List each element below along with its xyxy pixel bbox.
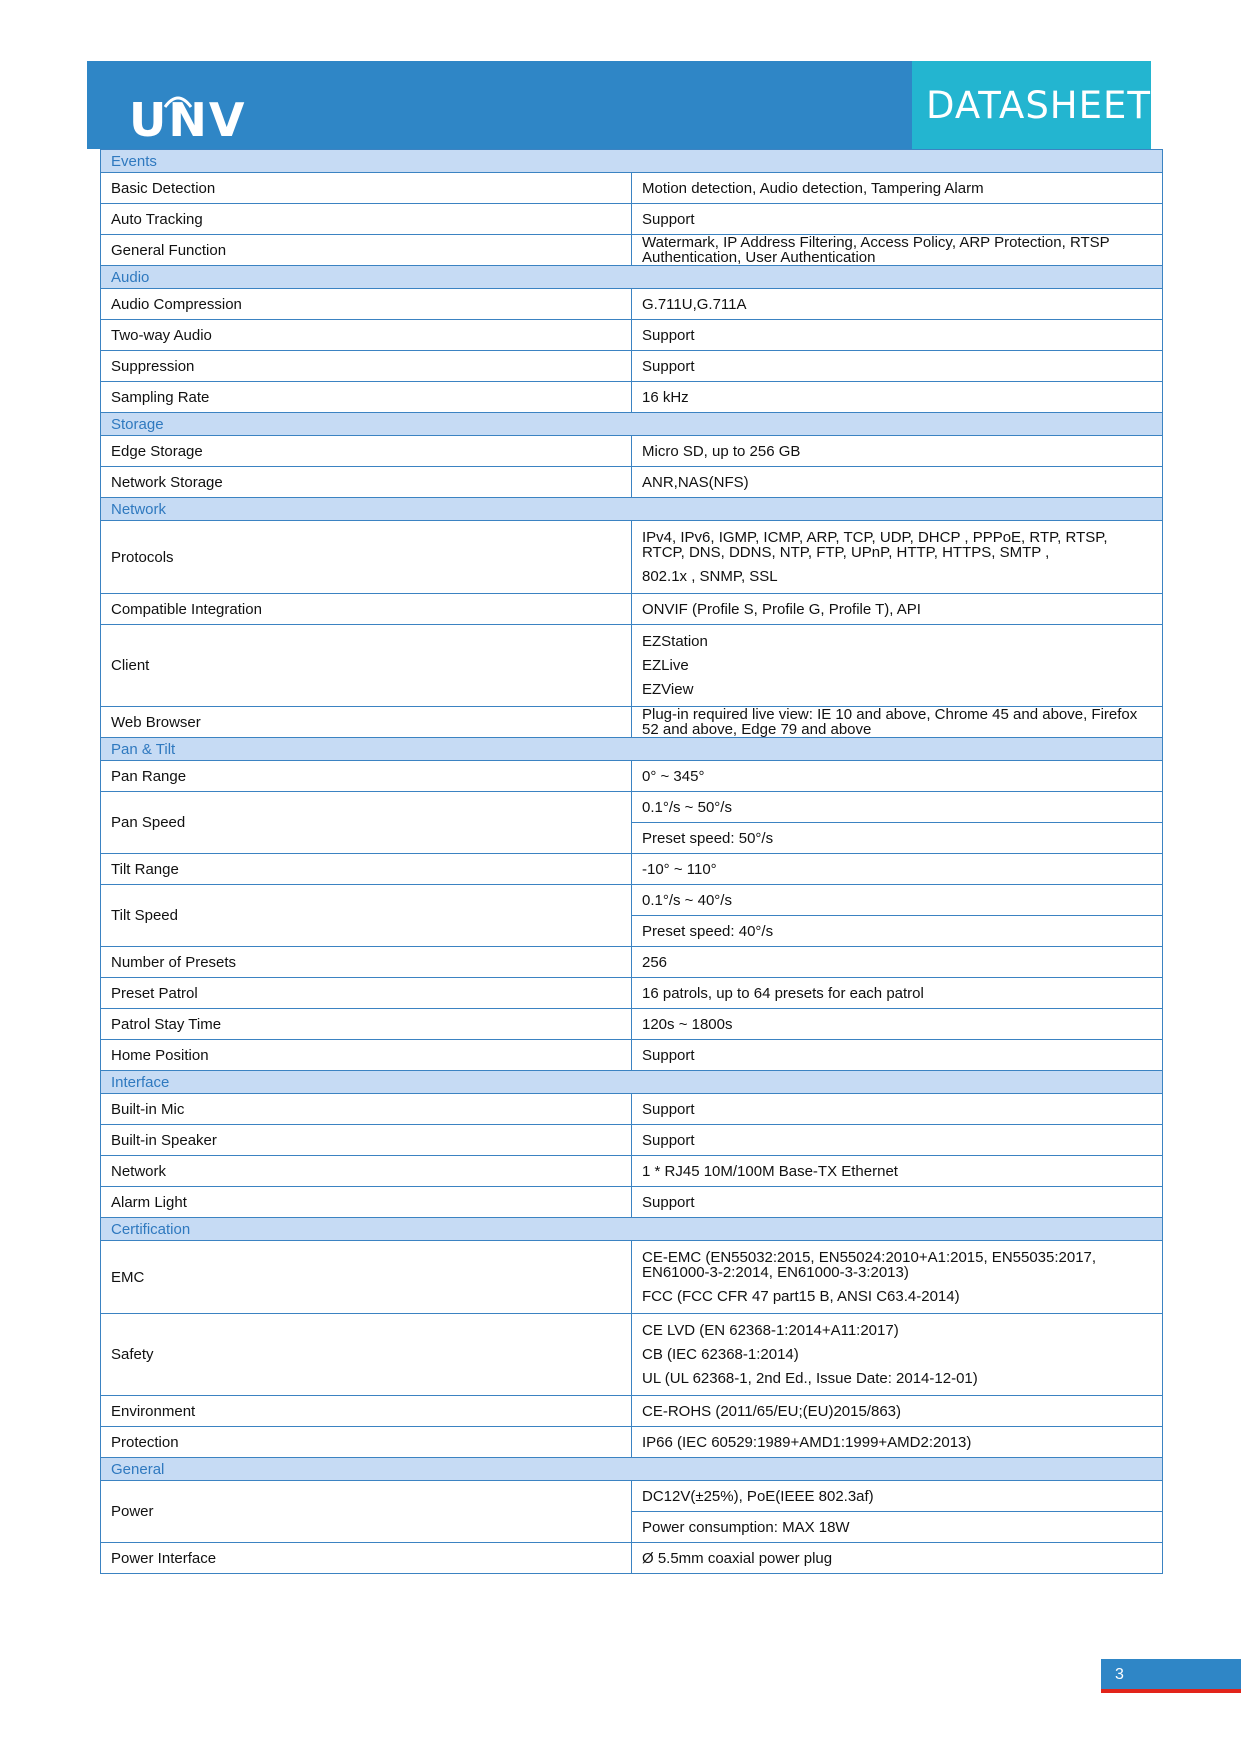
section-title: Network: [101, 498, 1163, 521]
spec-value-line: Micro SD, up to 256 GB: [642, 442, 801, 460]
spec-value-line: Preset speed: 40°/s: [642, 922, 774, 940]
spec-value: [632, 1009, 1163, 1040]
spec-label: General Function: [101, 235, 632, 266]
spec-row: [101, 854, 1163, 885]
spec-value-line: CB (IEC 62368-1:2014): [642, 1346, 799, 1363]
spec-label: Power Interface: [101, 1543, 632, 1574]
spec-row: [101, 885, 1163, 916]
spec-value-line: Plug-in required live view: IE 10 and above, Chrome 45 and above, Firefox 52 and above, Edge 79 and above: [642, 706, 1138, 738]
spec-label: Home Position: [101, 1040, 632, 1071]
spec-value-line: FCC (FCC CFR 47 part15 B, ANSI C63.4-2014): [642, 1288, 960, 1305]
spec-row: [101, 173, 1163, 204]
spec-value-line: IPv4, IPv6, IGMP, ICMP, ARP, TCP, UDP, DHCP , PPPoE, RTP, RTSP, RTCP, DNS, DDNS, NTP, FTP, UPnP, HTTP, HTTPS, SMTP ,: [642, 529, 1108, 561]
spec-label: Client: [101, 625, 632, 707]
spec-value-line: ONVIF (Profile S, Profile G, Profile T), API: [642, 600, 921, 618]
spec-value-line: 0.1°/s ~ 50°/s: [642, 798, 732, 816]
spec-value: [632, 173, 1163, 204]
spec-value-line: CE-ROHS (2011/65/EU;(EU)2015/863): [642, 1402, 901, 1420]
spec-value-line: 0° ~ 345°: [642, 767, 705, 785]
spec-row: [101, 1481, 1163, 1512]
spec-value: [632, 521, 1163, 594]
spec-label: Tilt Speed: [101, 885, 632, 947]
spec-value-line: Support: [642, 210, 695, 228]
unv-logo: [107, 77, 247, 147]
spec-value: [632, 594, 1163, 625]
spec-row: [101, 1314, 1163, 1396]
spec-label: Suppression: [101, 351, 632, 382]
spec-label: Preset Patrol: [101, 978, 632, 1009]
spec-row: [101, 947, 1163, 978]
spec-row: [101, 521, 1163, 594]
spec-label: Two-way Audio: [101, 320, 632, 351]
spec-value: [632, 1543, 1163, 1574]
spec-row: [101, 204, 1163, 235]
spec-sub-value: [632, 823, 1163, 854]
spec-value: [632, 1241, 1163, 1314]
datasheet-label: DATASHEET: [926, 84, 1151, 127]
section-header: [101, 1071, 1163, 1094]
spec-row: [101, 235, 1163, 266]
spec-row: [101, 436, 1163, 467]
spec-value-line: -10° ~ 110°: [642, 860, 717, 878]
spec-value: [632, 761, 1163, 792]
spec-value-line: EZLive: [642, 657, 689, 674]
spec-row: [101, 467, 1163, 498]
section-header: [101, 738, 1163, 761]
spec-label: Audio Compression: [101, 289, 632, 320]
spec-value: [632, 289, 1163, 320]
spec-row: [101, 289, 1163, 320]
section-header: [101, 1218, 1163, 1241]
spec-value: [632, 625, 1163, 707]
section-title: Storage: [101, 413, 1163, 436]
spec-value: [632, 320, 1163, 351]
page-number: 3: [1115, 1666, 1124, 1683]
spec-row: [101, 320, 1163, 351]
spec-row: [101, 761, 1163, 792]
spec-row: [101, 1187, 1163, 1218]
spec-value: [632, 1314, 1163, 1396]
spec-value-line: 1 * RJ45 10M/100M Base-TX Ethernet: [642, 1162, 898, 1180]
spec-sub-value: [632, 916, 1163, 947]
spec-row: [101, 351, 1163, 382]
spec-label: Built-in Speaker: [101, 1125, 632, 1156]
spec-value: [632, 885, 1163, 916]
spec-value-line: DC12V(±25%), PoE(IEEE 802.3af): [642, 1487, 874, 1505]
spec-value: [632, 351, 1163, 382]
spec-label: Alarm Light: [101, 1187, 632, 1218]
spec-value: [632, 1396, 1163, 1427]
spec-label: Pan Range: [101, 761, 632, 792]
spec-row: [101, 978, 1163, 1009]
spec-value: [632, 1481, 1163, 1512]
spec-value-line: Support: [642, 1131, 695, 1149]
spec-value-line: Motion detection, Audio detection, Tampering Alarm: [642, 179, 984, 197]
spec-value-line: CE LVD (EN 62368-1:2014+A11:2017): [642, 1322, 899, 1339]
spec-value: [632, 1427, 1163, 1458]
spec-value-line: 16 patrols, up to 64 presets for each patrol: [642, 984, 924, 1002]
spec-value-line: EZStation: [642, 633, 708, 650]
spec-row: [101, 1156, 1163, 1187]
spec-row: [101, 1009, 1163, 1040]
section-header: [101, 498, 1163, 521]
spec-label: Web Browser: [101, 707, 632, 738]
spec-row: [101, 792, 1163, 823]
spec-sub-value: [632, 1512, 1163, 1543]
spec-label: Pan Speed: [101, 792, 632, 854]
spec-value: [632, 1156, 1163, 1187]
spec-value: [632, 1094, 1163, 1125]
spec-value-line: ANR,NAS(NFS): [642, 473, 749, 491]
spec-value-line: 802.1x , SNMP, SSL: [642, 568, 778, 585]
spec-row: [101, 1040, 1163, 1071]
spec-value-line: Support: [642, 357, 695, 375]
spec-value: [632, 235, 1163, 266]
spec-value-line: 256: [642, 953, 668, 971]
spec-value-line: G.711U,G.711A: [642, 295, 747, 313]
spec-value-line: Watermark, IP Address Filtering, Access Policy, ARP Protection, RTSP Authentication, User Authentication: [642, 234, 1110, 266]
section-title: Pan & Tilt: [101, 738, 1163, 761]
spec-label: Patrol Stay Time: [101, 1009, 632, 1040]
section-header: [101, 1458, 1163, 1481]
spec-label: Tilt Range: [101, 854, 632, 885]
footer-accent-bar: [1101, 1689, 1241, 1693]
spec-value-line: UL (UL 62368-1, 2nd Ed., Issue Date: 2014-12-01): [642, 1370, 978, 1387]
spec-value-line: 0.1°/s ~ 40°/s: [642, 891, 732, 909]
spec-value: [632, 792, 1163, 823]
section-header: [101, 413, 1163, 436]
spec-value-line: IP66 (IEC 60529:1989+AMD1:1999+AMD2:2013): [642, 1433, 972, 1451]
spec-value-line: Preset speed: 50°/s: [642, 829, 774, 847]
spec-label: Environment: [101, 1396, 632, 1427]
spec-value: [632, 204, 1163, 235]
spec-value: [632, 1040, 1163, 1071]
spec-row: [101, 1241, 1163, 1314]
spec-row: [101, 1094, 1163, 1125]
spec-value: [632, 947, 1163, 978]
datasheet-tag: [912, 61, 1151, 149]
section-header: [101, 150, 1163, 173]
spec-row: [101, 382, 1163, 413]
section-title: Certification: [101, 1218, 1163, 1241]
spec-label: Basic Detection: [101, 173, 632, 204]
spec-value-line: Power consumption: MAX 18W: [642, 1518, 850, 1536]
spec-value-line: Support: [642, 1193, 695, 1211]
spec-value: [632, 1187, 1163, 1218]
spec-label: Edge Storage: [101, 436, 632, 467]
spec-label: Built-in Mic: [101, 1094, 632, 1125]
spec-value-line: Support: [642, 1046, 695, 1064]
spec-value-line: Ø 5.5mm coaxial power plug: [642, 1549, 833, 1567]
spec-value: [632, 467, 1163, 498]
spec-row: [101, 625, 1163, 707]
spec-row: [101, 1427, 1163, 1458]
spec-value-line: EZView: [642, 681, 694, 698]
spec-label: Protocols: [101, 521, 632, 594]
spec-label: Compatible Integration: [101, 594, 632, 625]
spec-row: [101, 1543, 1163, 1574]
spec-value-line: 120s ~ 1800s: [642, 1015, 733, 1033]
spec-value-line: Support: [642, 1100, 695, 1118]
spec-row: [101, 1396, 1163, 1427]
logo-text: UNV: [129, 93, 247, 147]
spec-label: Protection: [101, 1427, 632, 1458]
page-number-tab: [1101, 1659, 1241, 1689]
spec-label: Network Storage: [101, 467, 632, 498]
spec-row: [101, 707, 1163, 738]
spec-value: [632, 854, 1163, 885]
spec-label: Network: [101, 1156, 632, 1187]
section-title: Interface: [101, 1071, 1163, 1094]
spec-label: Power: [101, 1481, 632, 1543]
spec-value-line: Support: [642, 326, 695, 344]
spec-label: Safety: [101, 1314, 632, 1396]
spec-value-line: 16 kHz: [642, 388, 689, 406]
spec-value: [632, 707, 1163, 738]
spec-value: [632, 978, 1163, 1009]
spec-label: Sampling Rate: [101, 382, 632, 413]
spec-label: Auto Tracking: [101, 204, 632, 235]
spec-value: [632, 1125, 1163, 1156]
spec-table: [100, 149, 1163, 1574]
section-title: Audio: [101, 266, 1163, 289]
section-title: General: [101, 1458, 1163, 1481]
spec-row: [101, 594, 1163, 625]
spec-value: [632, 382, 1163, 413]
section-title: Events: [101, 150, 1163, 173]
section-header: [101, 266, 1163, 289]
spec-label: EMC: [101, 1241, 632, 1314]
spec-row: [101, 1125, 1163, 1156]
spec-value-line: CE-EMC (EN55032:2015, EN55024:2010+A1:2015, EN55035:2017, EN61000-3-2:2014, EN61000-3-3:2013): [642, 1249, 1097, 1281]
spec-value: [632, 436, 1163, 467]
spec-label: Number of Presets: [101, 947, 632, 978]
